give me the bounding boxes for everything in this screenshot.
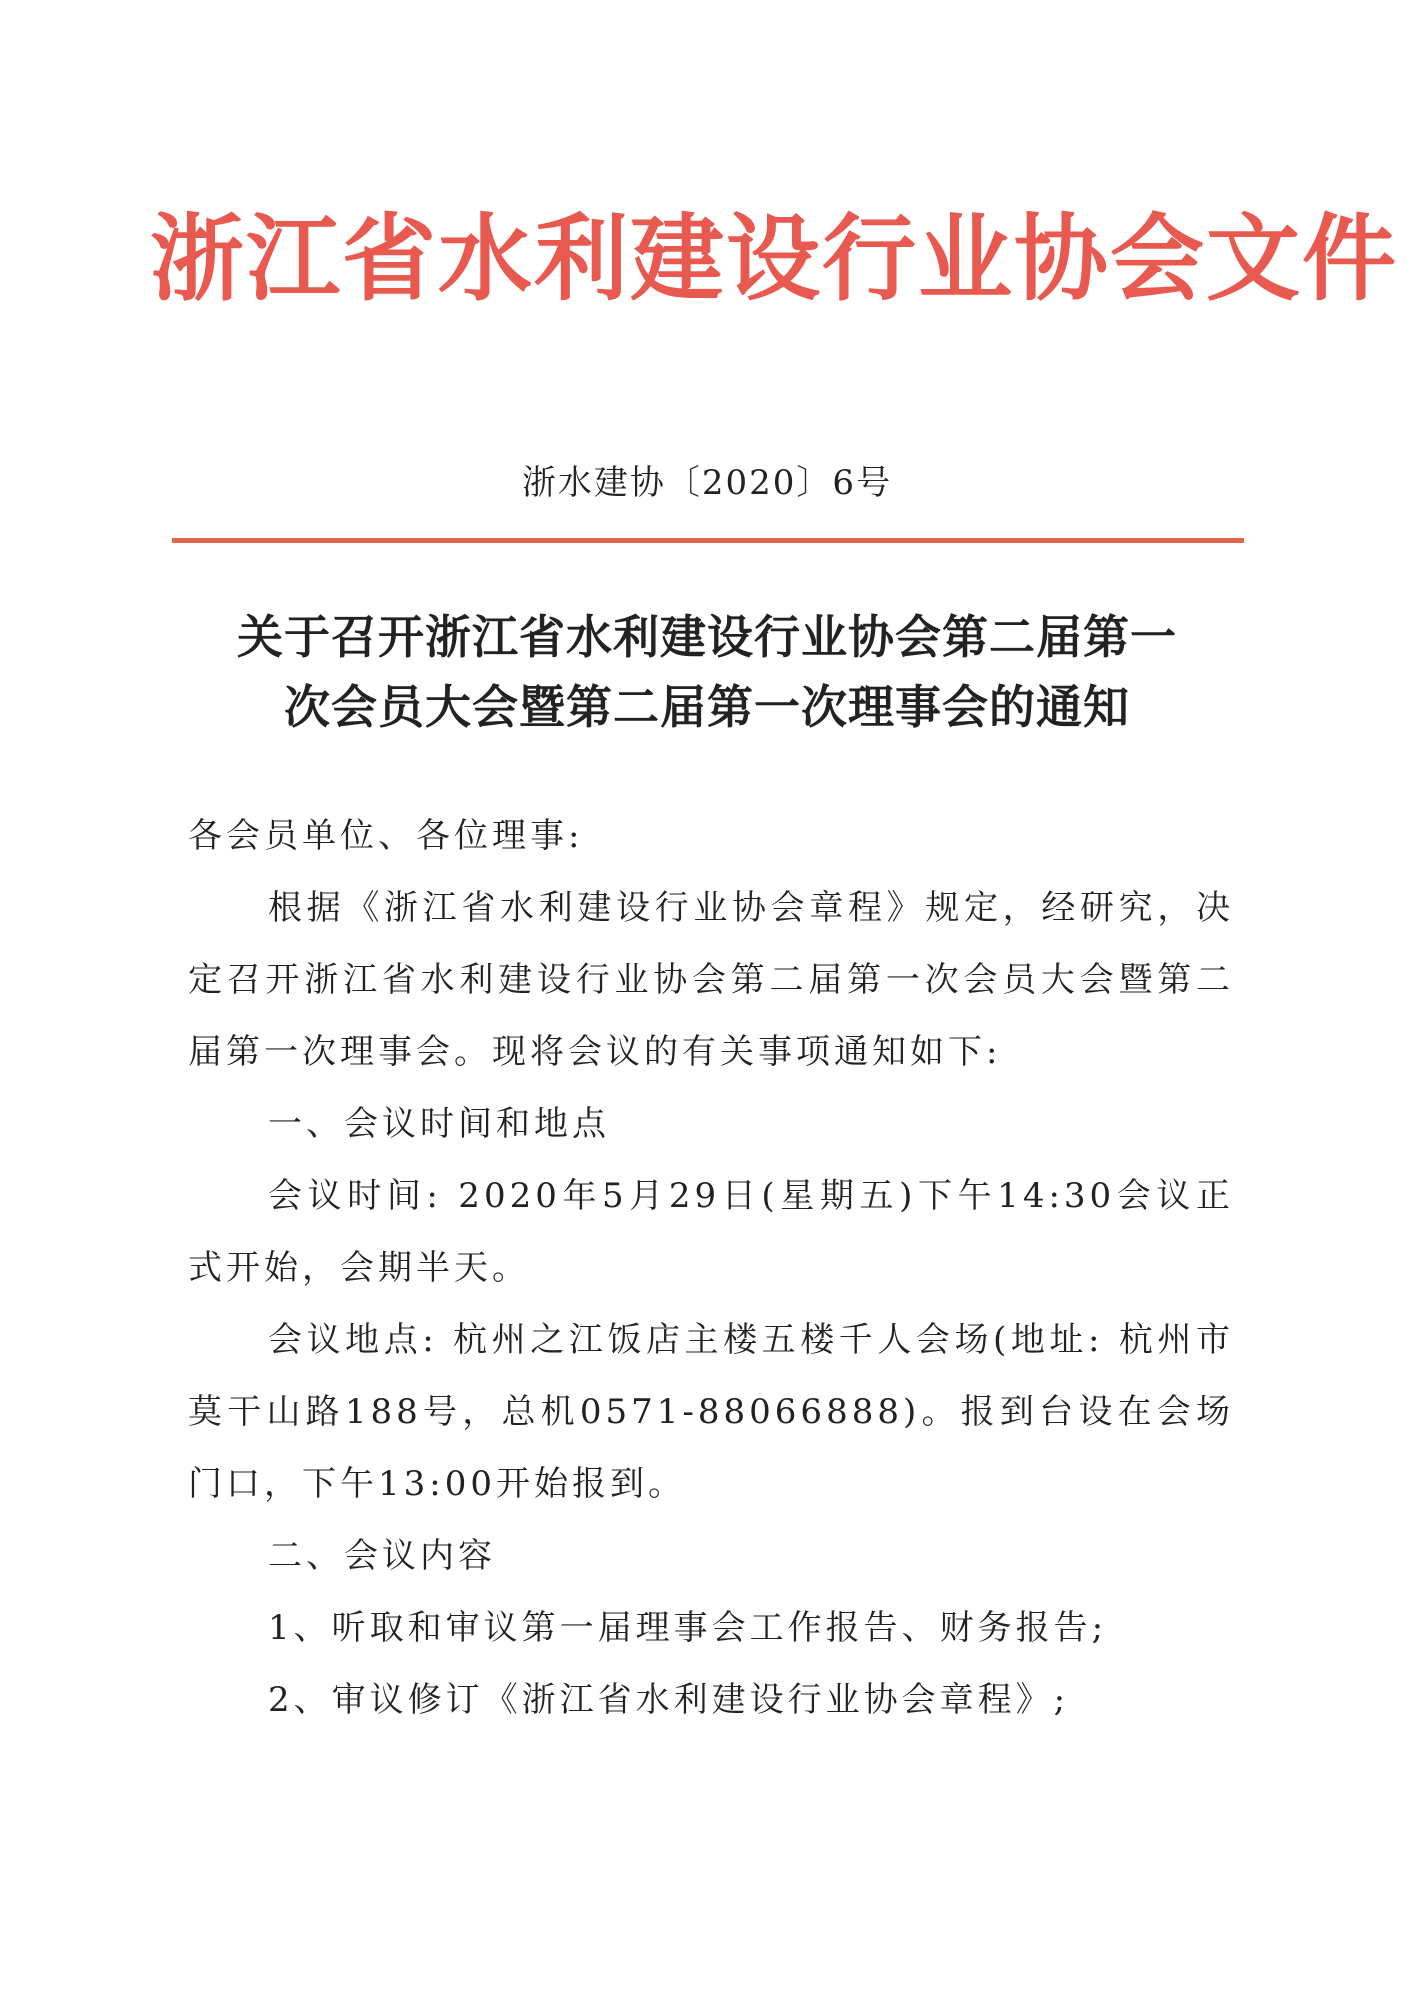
document-number: 浙水建协〔2020〕6号	[521, 463, 893, 503]
meeting-time-paragraph: 会议时间: 2020年5月29日(星期五)下午14:30会议正式开始，会期半天。	[188, 1176, 1234, 1288]
notice-title-line-2: 次会员大会暨第二届第一次理事会的通知	[284, 680, 1130, 734]
agenda-item-2: 2、审议修订《浙江省水利建设行业协会章程》;	[268, 1680, 1070, 1720]
salutation: 各会员单位、各位理事:	[188, 816, 584, 856]
intro-paragraph: 根据《浙江省水利建设行业协会章程》规定，经研究，决定召开浙江省水利建设行业协会第二届第一次会员大会暨第二届第一次理事会。现将会议的有关事项通知如下:	[188, 888, 1234, 1072]
meeting-place-paragraph: 会议地点: 杭州之江饭店主楼五楼千人会场(地址: 杭州市莫干山路188号，总机0571-88066888)。报到台设在会场门口，下午13:00开始报到。	[188, 1320, 1234, 1504]
section-1-heading: 一、会议时间和地点	[268, 1104, 610, 1144]
red-divider-line	[172, 538, 1244, 543]
section-2-heading: 二、会议内容	[268, 1536, 496, 1576]
notice-title	[150, 602, 1264, 742]
document-header-title: 浙江省水利建设行业协会文件	[150, 205, 1399, 314]
notice-title-line-1: 关于召开浙江省水利建设行业协会第二届第一	[237, 610, 1177, 664]
notice-body	[188, 800, 1234, 1736]
agenda-item-1: 1、听取和审议第一届理事会工作报告、财务报告;	[268, 1608, 1108, 1648]
